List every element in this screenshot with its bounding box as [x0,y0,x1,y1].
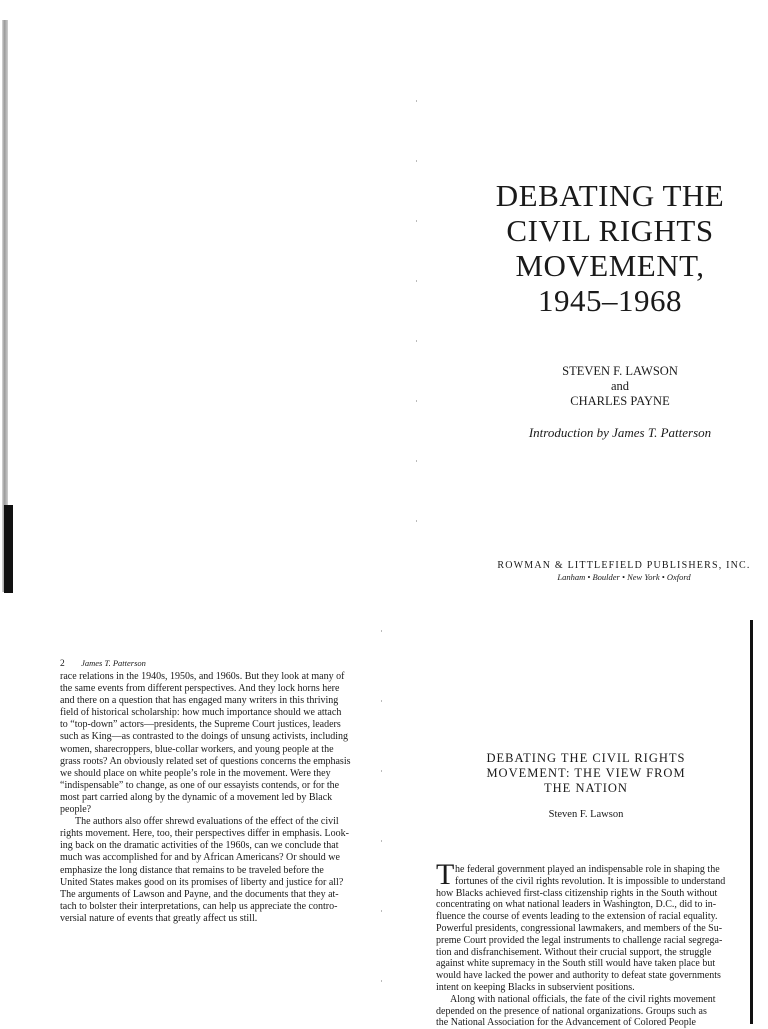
drop-cap: T [436,858,455,891]
text-line: Powerful presidents, congressional lawmakers, and members of the Su- [436,922,723,934]
page-number: 2 [60,659,65,669]
text-line: tach to bolster their interpretations, can help us appreciate the contro- [60,900,338,912]
publisher-name: ROWMAN & LITTLEFIELD PUBLISHERS, INC. [497,560,751,571]
chapter-title-line: THE NATION [544,781,628,795]
text-line: women, sharecroppers, blue-collar workers, and young people at the [60,743,334,755]
author-conjunction: and [610,379,630,393]
book-title-line: DEBATING THE [495,178,725,213]
scan-binding-bar [4,505,13,593]
text-line: The authors also offer shrewd evaluations of the effect of the civil [75,816,339,828]
text-line: most part carried along by the dynamic of a movement led by Black [60,791,333,803]
blank-page [0,0,384,512]
chapter-body-text [436,858,742,1029]
book-title-line: 1945–1968 [538,283,682,318]
text-line: we should place on white people’s role in the movement. Were they [60,767,331,779]
text-line: grass roots? An obviously related set of questions concerns the emphasis [60,755,351,767]
intro-body-text [60,671,360,925]
author-name: STEVEN F. LAWSON [562,364,678,378]
text-line: fluence the course of events leading to the extension of racial equality. [436,911,718,923]
text-line: people? [60,804,92,816]
text-line: ing back on the dramatic activities of the 1960s, can we conclude that [60,840,339,852]
text-line: the same events from different perspectives. And they lock horns here [60,683,340,695]
text-line: The arguments of Lawson and Payne, and the documents that they at- [60,888,339,900]
text-line: the National Association for the Advancement of Colored People [436,1017,696,1029]
text-line: tion and disfranchisement. Without their crucial support, the struggle [436,946,712,958]
text-line: he federal government played an indispensable role in shaping the [455,864,720,875]
text-line: would have lacked the power and authority to defeat state governments [436,970,721,982]
chapter-title-line: MOVEMENT: THE VIEW FROM [486,766,686,780]
book-title-line: CIVIL RIGHTS [506,213,714,248]
text-line: such as King—as contrasted to the doings of unsung activists, including [60,731,349,743]
book-title-line: MOVEMENT, [515,248,705,283]
text-line: preme Court provided the legal instruments to challenge racial segrega- [436,934,723,946]
text-line: much was accomplished for and by African Americans? Or should we [60,852,340,864]
author-name: CHARLES PAYNE [570,394,670,408]
text-line: Along with national officials, the fate of the civil rights movement [450,993,716,1005]
chapter-author: Steven F. Lawson [548,809,624,820]
authors-block [470,364,768,409]
text-line: fortunes of the civil rights revolution. It is impossible to understand [455,875,726,887]
text-line: how Blacks achieved first-class citizenship rights in the South without [436,887,718,899]
chapter-title-line: DEBATING THE CIVIL RIGHTS [486,751,686,765]
introduction-credit: Introduction by James T. Patterson [528,425,712,440]
text-line: to “top-down” actors—presidents, the Supreme Court justices, leaders [60,719,341,731]
scan-gutter-marks-lower [381,630,382,1010]
text-line: field of historical scholarship: how much importance should we attach [60,707,342,719]
running-head-name: James T. Patterson [81,658,146,668]
text-line: intent on keeping Blacks in subservient positions. [436,981,635,993]
text-line: versial nature of events that greatly affect us still. [60,912,258,924]
text-line: and there on a question that has engaged many writers in this thriving [60,695,339,707]
text-line: rights movement. Here, too, their perspectives differ in emphasis. Look- [60,828,349,840]
chapter-title [430,751,742,796]
text-line: concentrating on what national leaders in Washington, D.C., did to in- [436,899,717,911]
scan-edge-line [750,620,753,1024]
scan-gutter-marks [416,100,417,580]
publisher-places: Lanham • Boulder • New York • Oxford [557,572,691,582]
text-line: United States makes good on its promises of liberty and justice for all? [60,876,344,888]
text-line: depended on the presence of national organizations. Groups such as [436,1005,707,1017]
running-head [60,658,146,669]
book-title [460,178,760,318]
text-line: race relations in the 1940s, 1950s, and 1960s. But they look at many of [60,671,345,682]
text-line: “indispensable” to change, as one of our essayists contends, or for the [60,779,340,791]
text-line: against white supremacy in the South still would have taken place but [436,958,716,970]
text-line: emphasize the long distance that remains to be traveled before the [60,864,324,876]
